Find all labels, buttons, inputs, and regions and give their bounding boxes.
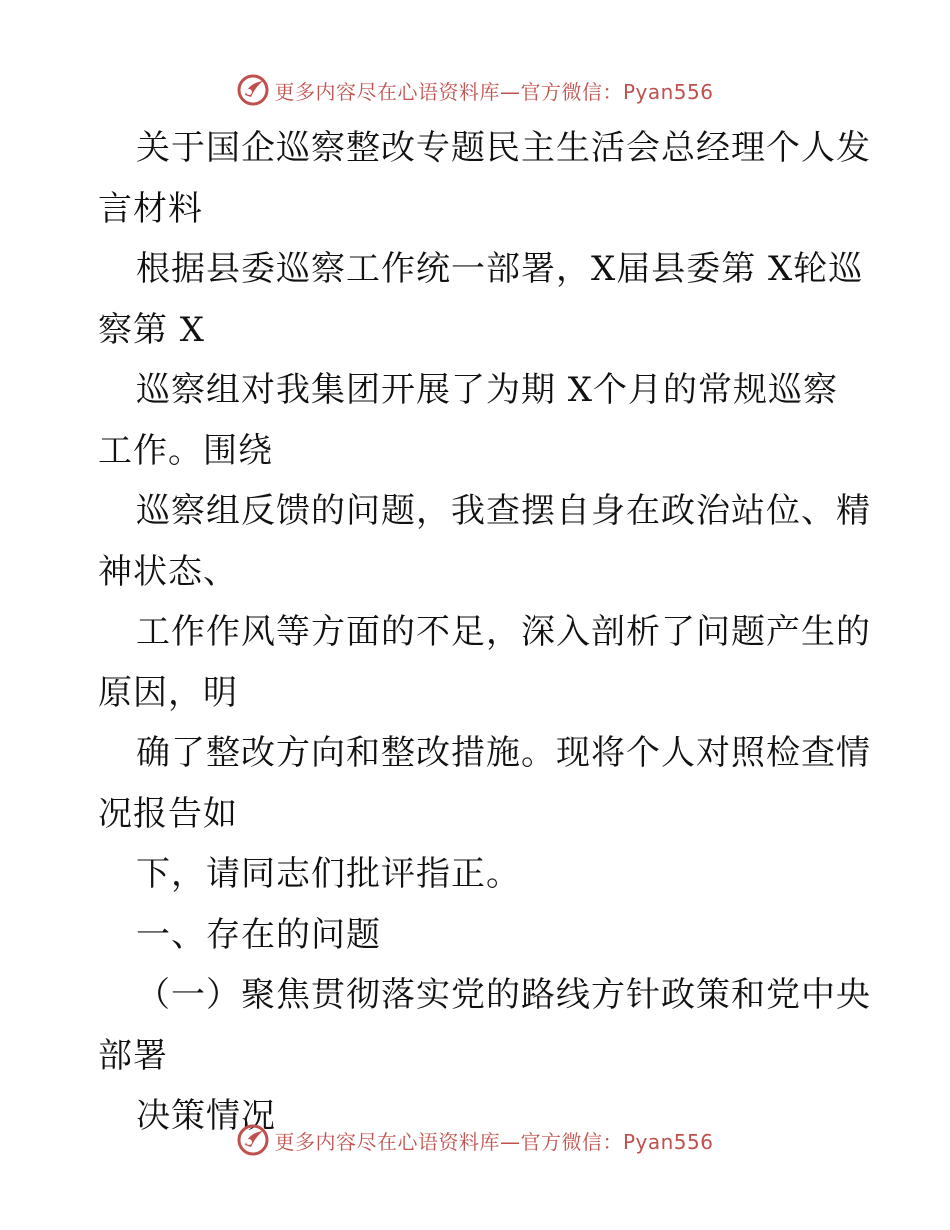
paragraph	[0, 844, 950, 905]
text-line: 确了整改方向和整改措施。现将个人对照检查情	[136, 733, 871, 773]
text-line: 巡察组反馈的问题，我查摆自身在政治站位、精	[136, 491, 871, 531]
brand-logo-icon	[236, 1123, 270, 1157]
brand-logo-icon	[236, 73, 270, 107]
section-heading	[0, 905, 950, 966]
document-title-line-2: 言材料	[98, 188, 203, 229]
section-heading-text: 一、存在的问题	[136, 914, 381, 955]
text-line: 况报告如	[98, 793, 238, 834]
text-line: 根据县委巡察工作统一部署，X届县委第 X轮巡	[136, 249, 864, 289]
text-line: 决策情况	[136, 1096, 276, 1136]
subsection-heading	[0, 965, 950, 1086]
watermark-text: 更多内容尽在心语资料库—官方微信：Pyan556	[274, 79, 714, 104]
paragraph	[0, 118, 950, 239]
document-title-line-1: 关于国企巡察整改专题民主生活会总经理个人发	[136, 128, 871, 168]
watermark-text: 更多内容尽在心语资料库—官方微信：Pyan556	[274, 1129, 714, 1154]
paragraph	[0, 723, 950, 844]
text-line: 原因，明	[98, 672, 238, 713]
document-body	[0, 118, 950, 1147]
text-line: 巡察组对我集团开展了为期 X个月的常规巡察	[136, 370, 839, 410]
text-line: 工作作风等方面的不足，深入剖析了问题产生的	[136, 612, 871, 652]
text-line: 工作。围绕	[98, 430, 273, 471]
header-watermark-banner	[0, 70, 950, 110]
text-line: 下，请同志们批评指正。	[136, 854, 521, 894]
text-line: 察第 X	[98, 309, 206, 350]
paragraph	[0, 481, 950, 602]
paragraph	[0, 360, 950, 481]
paragraph	[0, 602, 950, 723]
text-line: 神状态、	[98, 551, 238, 592]
paragraph	[0, 239, 950, 360]
subsection-heading-line-2: 部署	[98, 1035, 168, 1076]
subsection-heading-line-1: （一）聚焦贯彻落实党的路线方针政策和党中央	[136, 975, 871, 1015]
footer-watermark-banner	[0, 1120, 950, 1160]
